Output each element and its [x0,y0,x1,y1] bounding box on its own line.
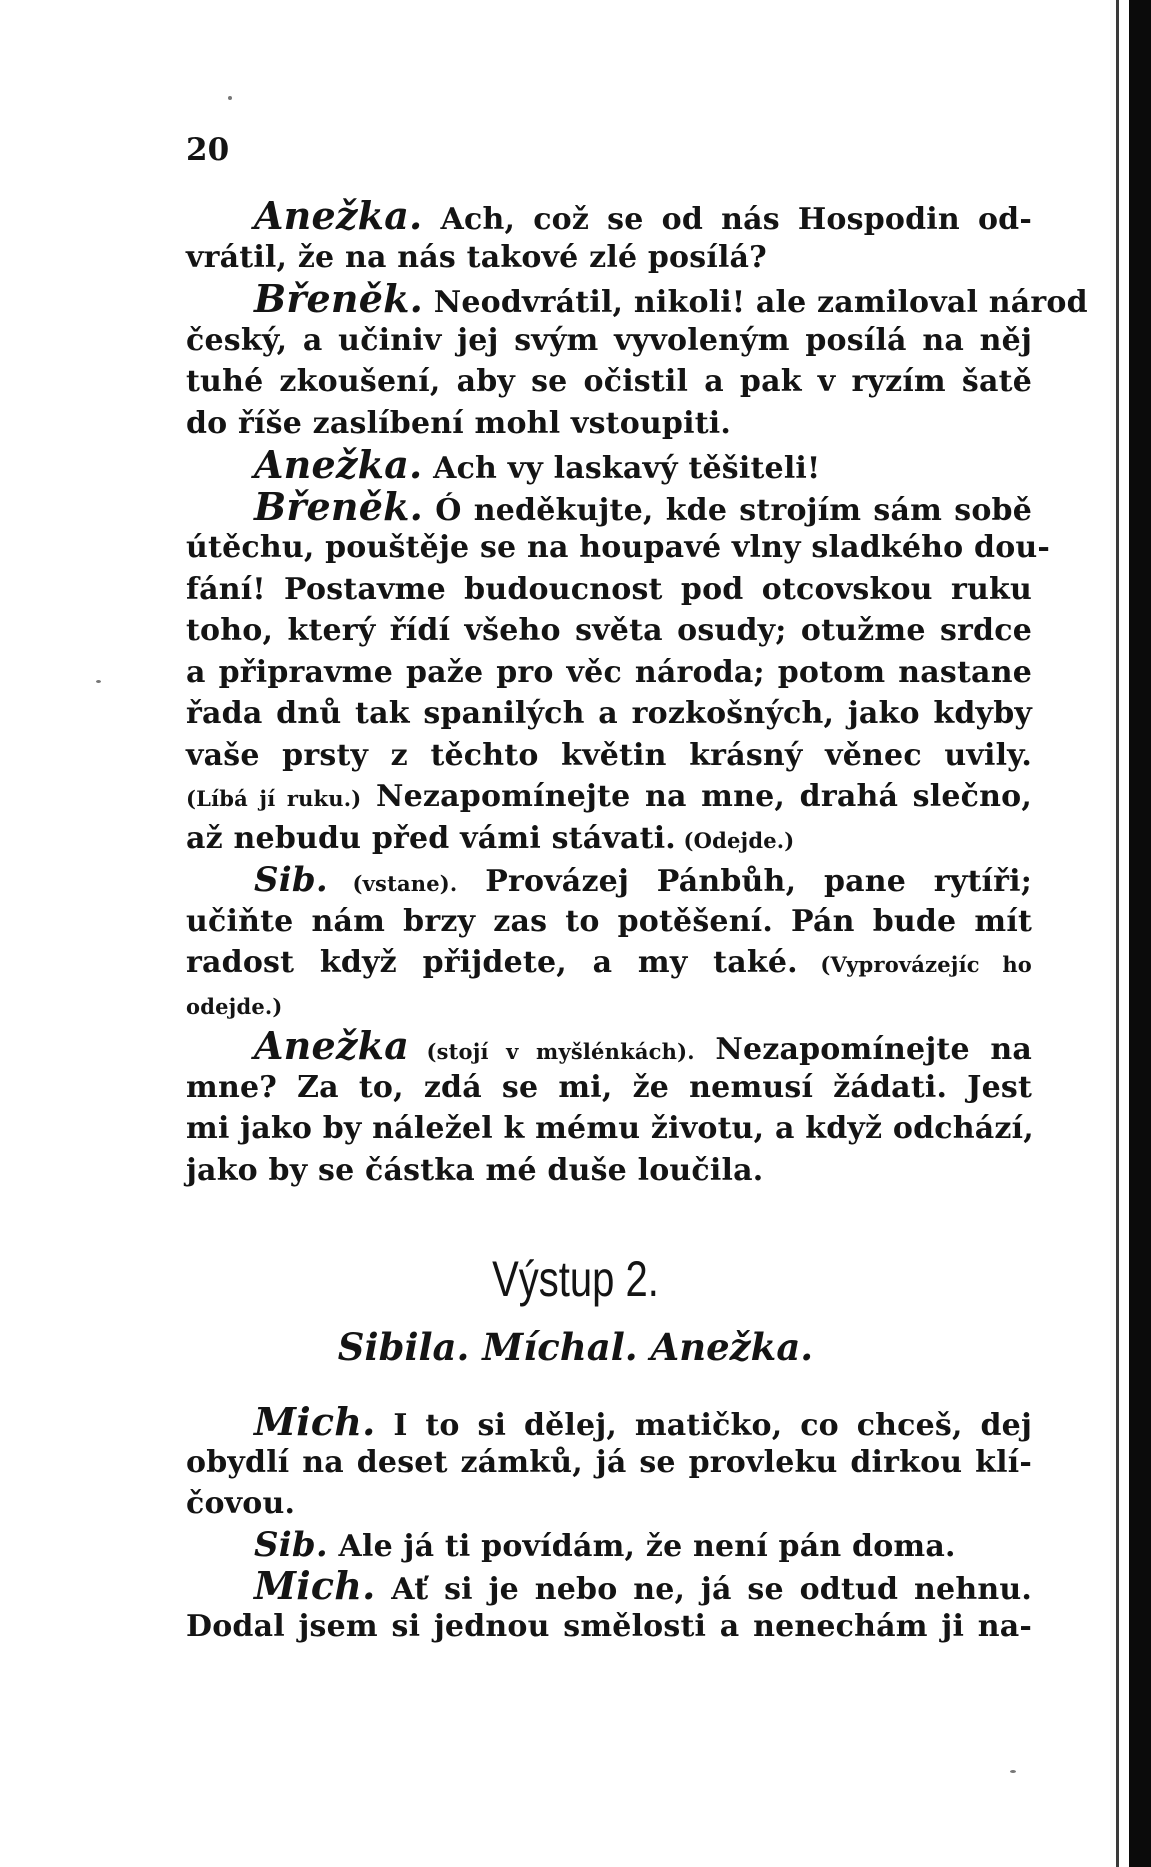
line-text: řada dnů tak spanilých a rozkošných, jako kdyby [186,696,1032,731]
text-line [186,528,1051,568]
text-line [186,860,1032,904]
text-line [186,819,1032,861]
text-line [186,483,1032,531]
text-line [186,611,1032,651]
line-text: Nezapomínejte na [694,1032,1032,1067]
line-text: Nezapomínejte na mne, drahá slečno, [361,779,1032,814]
page-edge-shadow [1129,0,1151,1867]
text-line [186,362,1032,402]
line-text: Ať si je nebo ne, já se odtud nehnu. [375,1572,1032,1607]
paper-speck [228,96,232,100]
page-edge-line [1116,0,1119,1867]
line-text: útěchu, pouštěje se na houpavé vlny sladkého dou- [186,530,1051,565]
line-text: až nebudu před vámi stávati. [186,820,676,856]
speaker-name: Anežka [254,1023,410,1068]
speaker-name: Sib. [254,1525,328,1565]
line-text: Ó neděkujte, kde strojím sám sobě [423,492,1032,528]
stage-direction: (vstane). [327,871,458,896]
stage-direction: odejde.) [186,993,283,1019]
stage-direction: (Líbá jí ruku.) [186,786,362,811]
text-line [186,321,1032,361]
text-line [186,943,1032,985]
line-text: mi jako by náležel k mému životu, a když odchází, [186,1111,1034,1146]
line-text: vaše prsty z těchto květin krásný věnec uvily. [186,737,1032,773]
scene-characters: Sibila. Míchal. Anežka. [337,1325,814,1369]
text-line [186,1563,1032,1610]
text-line [186,736,1032,776]
line-text: a připravme paže pro věc národa; potom nastane [186,654,1032,690]
stage-direction: (stojí v myšlénkách). [409,1039,695,1064]
text-line [186,902,1032,942]
scene-heading: Výstup 2. [492,1251,659,1307]
text-line [186,442,1032,489]
text-line [186,1399,1032,1446]
text-line [186,985,1032,1027]
speaker-name: Mich. [254,1399,376,1444]
line-text: Provázej Pánbůh, pane rytíři; [457,864,1032,899]
line-text: toho, který řídí všeho světa osudy; otužme srdce [186,613,1032,648]
speaker-name: Anežka. [254,193,423,238]
text-line [186,1484,1032,1524]
line-text: učiňte nám brzy zas to potěšení. Pán bude mít [186,903,1032,939]
stage-direction: (Vyprovázejíc ho [797,952,1033,977]
text-line [186,1525,1032,1567]
line-text: I to si dělej, matičko, co chceš, dej [375,1408,1032,1443]
line-text: mne? Za to, zdá se mi, že nemusí žádati. Jest [186,1069,1032,1105]
line-text: Dodal jsem si jednou smělosti a nenechám ji na- [186,1609,1032,1644]
paper-speck [96,680,101,683]
speaker-name: Mich. [254,1563,376,1608]
text-line [186,1023,1032,1072]
page-number: 20 [186,132,230,168]
line-text: český, a učiniv jej svým vyvoleným posílá na něj [186,322,1032,358]
line-text: Ach vy laskavý těšiteli! [422,451,821,486]
paper-speck [1010,1770,1016,1773]
text-line [186,1109,1032,1149]
line-text: radost když přijdete, a my také. [186,945,798,980]
speaker-name: Břeněk. [254,483,424,529]
stage-direction: (Odejde.) [675,827,795,853]
text-line [186,1443,1032,1483]
text-line [186,193,1032,240]
text-line [186,777,1032,819]
line-text: čovou. [186,1486,296,1521]
text-line [186,276,1088,323]
line-text: fání! Postavme budoucnost pod otcovskou ruku [186,571,1032,607]
text-line [186,1068,1032,1108]
text-line [186,1607,1032,1647]
line-text: tuhé zkoušení, aby se očistil a pak v ryzím šatě [186,364,1032,399]
speaker-name: Anežka. [254,442,423,487]
line-text: Ach, což se od nás Hospodin od- [422,202,1032,237]
speaker-name: Břeněk. [254,276,424,321]
text-line [186,570,1032,610]
line-text: vrátil, že na nás takové zlé posílá? [186,239,767,275]
line-text: do říše zaslíbení mohl vstoupiti. [186,405,732,441]
text-line [186,404,1032,444]
line-text: obydlí na deset zámků, já se provleku dirkou klí- [186,1445,1032,1480]
text-line [186,1151,1032,1191]
line-text: Ale já ti povídám, že není pán doma. [327,1529,956,1564]
line-text: jako by se částka mé duše loučila. [186,1152,764,1188]
text-line [186,653,1032,693]
text-line [186,238,1032,278]
text-line [186,694,1032,734]
line-text: Neodvrátil, nikoli! ale zamiloval národ [423,285,1088,320]
speaker-name: Sib. [254,860,328,900]
